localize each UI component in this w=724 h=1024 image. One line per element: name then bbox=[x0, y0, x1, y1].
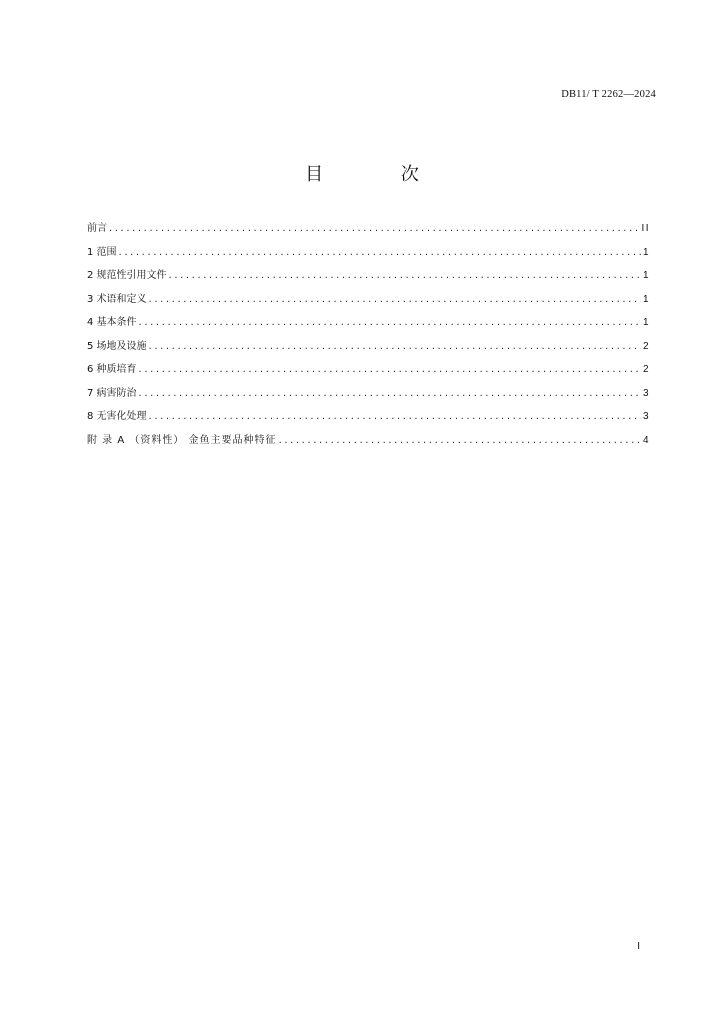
toc-entry-label: 附 录 A （资料性） 金鱼主要品种特征 bbox=[87, 434, 277, 446]
toc-entry-page: 3 bbox=[642, 411, 650, 422]
toc-entry-page: II bbox=[641, 223, 650, 234]
toc-dot-leader bbox=[279, 434, 641, 448]
toc-dot-leader bbox=[149, 410, 641, 424]
toc-entry-page: 4 bbox=[642, 434, 650, 446]
toc-entry-page: 1 bbox=[642, 246, 650, 258]
toc-dot-leader bbox=[139, 316, 641, 330]
toc-entry-label: 6 种质培育 bbox=[87, 364, 137, 375]
page-number: I bbox=[637, 941, 640, 952]
toc-entry-site-facilities[interactable] bbox=[87, 340, 650, 364]
toc-entry-terms-definitions[interactable] bbox=[87, 293, 650, 317]
toc-entry-page: 2 bbox=[642, 364, 650, 375]
toc-entry-page: 1 bbox=[642, 317, 650, 328]
page-title: 目 次 bbox=[305, 164, 455, 185]
toc-entry-harmless-treatment[interactable] bbox=[87, 410, 650, 434]
toc-entry-appendix-a[interactable] bbox=[87, 434, 650, 458]
toc-entry-germplasm-breeding[interactable] bbox=[87, 363, 650, 387]
toc-entry-label: 3 术语和定义 bbox=[87, 293, 147, 305]
toc-entry-scope[interactable] bbox=[87, 246, 650, 270]
toc-dot-leader bbox=[139, 387, 641, 401]
toc-dot-leader bbox=[109, 222, 639, 236]
toc-entry-label: 4 基本条件 bbox=[87, 317, 137, 328]
toc-entry-page: 1 bbox=[642, 293, 650, 305]
toc-entry-label: 前言 bbox=[87, 223, 107, 234]
toc-entry-label: 2 规范性引用文件 bbox=[87, 270, 167, 281]
standard-code: DB11/ T 2262—2024 bbox=[561, 89, 656, 100]
toc-dot-leader bbox=[139, 363, 641, 377]
toc-entry-page: 2 bbox=[642, 340, 650, 352]
toc-dot-leader bbox=[149, 293, 641, 307]
toc-entry-page: 3 bbox=[642, 387, 650, 399]
toc-entry-label: 1 范围 bbox=[87, 246, 117, 258]
toc-entry-foreword[interactable] bbox=[87, 222, 650, 246]
toc-entry-label: 7 病害防治 bbox=[87, 387, 137, 399]
toc-entry-page: 1 bbox=[642, 270, 650, 281]
toc-dot-leader bbox=[169, 269, 641, 283]
toc-entry-disease-control[interactable] bbox=[87, 387, 650, 411]
toc-dot-leader bbox=[149, 340, 641, 354]
table-of-contents bbox=[87, 222, 650, 457]
toc-dot-leader bbox=[119, 246, 641, 260]
toc-entry-label: 8 无害化处理 bbox=[87, 411, 147, 422]
toc-entry-normative-references[interactable] bbox=[87, 269, 650, 293]
toc-entry-label: 5 场地及设施 bbox=[87, 340, 147, 352]
toc-entry-basic-conditions[interactable] bbox=[87, 316, 650, 340]
